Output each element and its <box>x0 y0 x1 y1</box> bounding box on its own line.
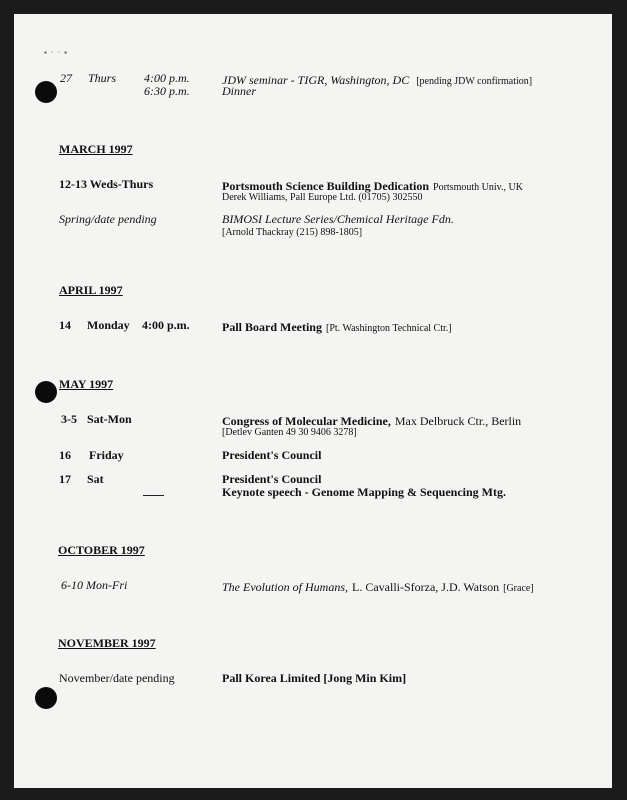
march-e1-title: Portsmouth Science Building Dedication <box>222 179 430 193</box>
may-e2-dow: Friday <box>89 448 124 462</box>
october-title-line <box>222 579 534 595</box>
october-people: L. Cavalli-Sforza, J.D. Watson <box>352 580 500 594</box>
punch-hole <box>35 687 57 709</box>
october-title: The Evolution of Humans, <box>222 580 348 594</box>
feb-event-1: JDW seminar - TIGR, Washington, DC <box>222 73 410 87</box>
feb-event-1-line <box>222 72 532 88</box>
punch-hole <box>35 81 57 103</box>
april-heading: APRIL 1997 <box>59 283 123 297</box>
march-e2-date: Spring/date pending <box>59 212 157 226</box>
march-e1-date: 12-13 Weds-Thurs <box>59 177 154 191</box>
april-time: 4:00 p.m. <box>142 318 190 332</box>
october-heading: OCTOBER 1997 <box>58 543 145 557</box>
may-e1-contact: [Detlev Ganten 49 30 9406 3278] <box>222 427 357 438</box>
march-e2-contact: [Arnold Thackray (215) 898-1805] <box>222 227 363 238</box>
may-e3-dow: Sat <box>87 472 104 486</box>
may-e3-title: President's Council <box>222 472 322 486</box>
october-note: [Grace] <box>503 583 534 594</box>
november-heading: NOVEMBER 1997 <box>58 636 156 650</box>
may-e2-title: President's Council <box>222 448 322 462</box>
punch-hole <box>35 381 57 403</box>
may-e3-title-2: Keynote speech - Genome Mapping & Sequencing Mtg. <box>222 485 506 499</box>
feb-dow: Thurs <box>88 71 117 85</box>
may-e1-dow: Sat-Mon <box>87 412 132 426</box>
april-place: [Pt. Washington Technical Ctr.] <box>325 323 452 334</box>
november-date: November/date pending <box>59 671 175 685</box>
feb-day: 27 <box>60 71 72 85</box>
may-e1-place: Max Delbruck Ctr., Berlin <box>394 414 522 428</box>
march-e2-title: BIMOSI Lecture Series/Chemical Heritage Fdn. <box>222 212 454 226</box>
april-day: 14 <box>59 318 71 332</box>
may-e1-title: Congress of Molecular Medicine, <box>222 414 391 428</box>
short-rule <box>143 495 164 496</box>
may-heading: MAY 1997 <box>59 377 114 391</box>
feb-note-1: [pending JDW confirmation] <box>416 76 533 87</box>
may-e2-day: 16 <box>59 448 71 462</box>
march-e1-contact: Derek Williams, Pall Europe Ltd. (01705) 302550 <box>222 192 423 203</box>
scan-specks: ▪ · · ▪ <box>44 48 67 57</box>
april-dow: Monday <box>87 318 130 332</box>
april-title-line <box>222 319 452 335</box>
feb-time-2: 6:30 p.m. <box>144 84 190 98</box>
march-e1-place: Portsmouth Univ., UK <box>433 182 523 193</box>
april-title: Pall Board Meeting <box>222 320 322 334</box>
may-e1-day: 3-5 <box>61 412 77 426</box>
march-heading: MARCH 1997 <box>59 142 133 156</box>
feb-event-2: Dinner <box>222 84 256 98</box>
may-e3-day: 17 <box>59 472 71 486</box>
october-date: 6-10 Mon-Fri <box>61 578 128 592</box>
feb-time-1: 4:00 p.m. <box>144 71 190 85</box>
november-title: Pall Korea Limited [Jong Min Kim] <box>222 671 407 685</box>
